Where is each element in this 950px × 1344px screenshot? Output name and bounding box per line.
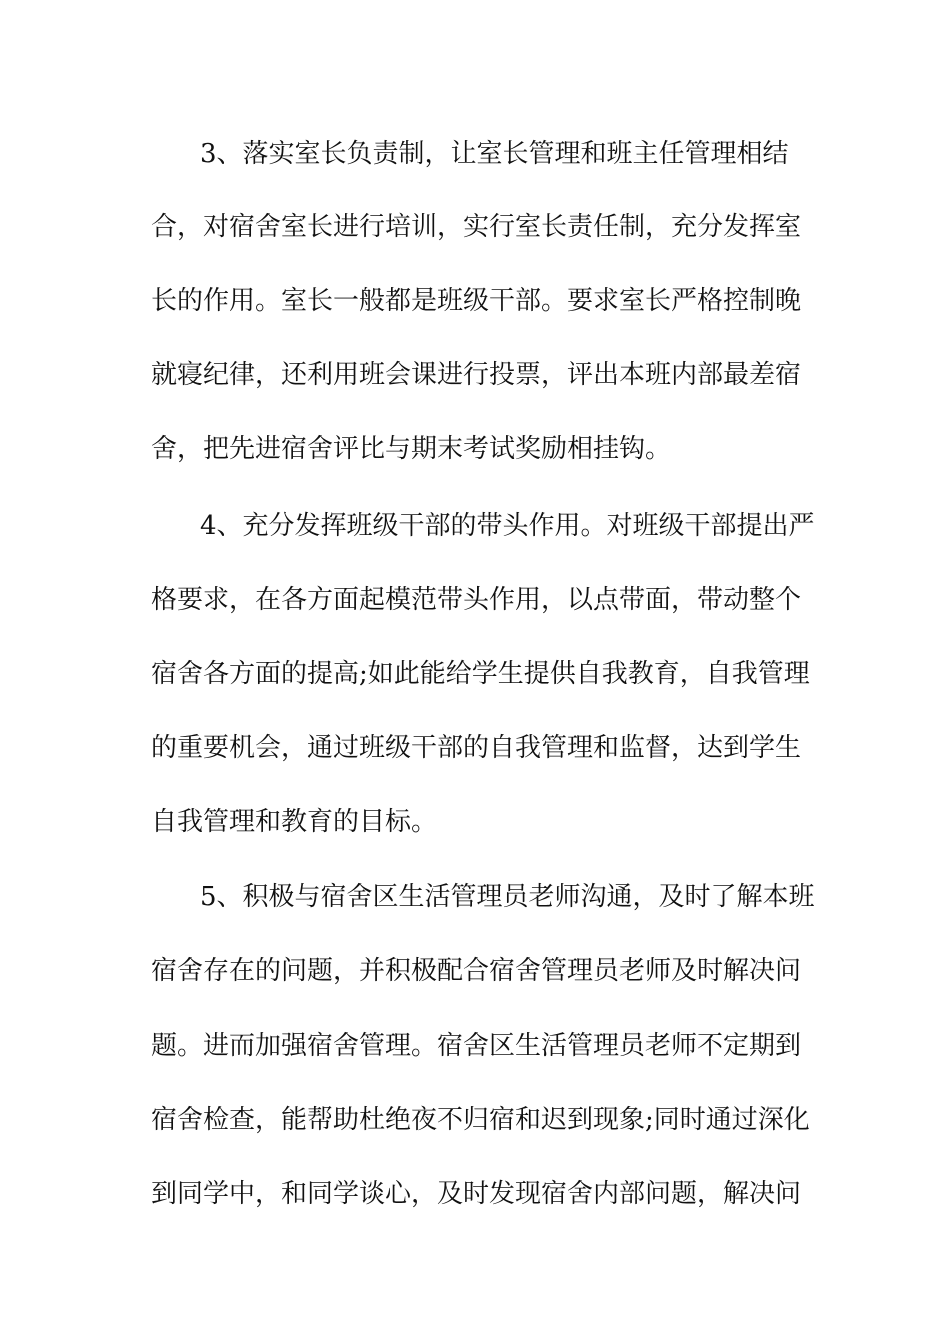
paragraph-line: 3、落实室长负责制，让室长管理和班主任管理相结 (200, 139, 789, 169)
paragraph-line: 自我管理和教育的目标。 (151, 807, 438, 837)
paragraph-line: 宿舍各方面的提高;如此能给学生提供自我教育，自我管理 (151, 659, 810, 689)
paragraph-line: 舍，把先进宿舍评比与期末考试奖励相挂钩。 (151, 434, 672, 464)
paragraph-line: 长的作用。室长一般都是班级干部。要求室长严格控制晚 (151, 286, 802, 316)
paragraph-line: 5、积极与宿舍区生活管理员老师沟通，及时了解本班 (200, 882, 815, 912)
paragraph-line: 合，对宿舍室长进行培训，实行室长责任制，充分发挥室 (151, 212, 802, 242)
paragraph-line: 题。进而加强宿舍管理。宿舍区生活管理员老师不定期到 (151, 1031, 802, 1061)
paragraph-line: 的重要机会，通过班级干部的自我管理和监督，达到学生 (151, 733, 802, 763)
paragraph-line: 宿舍检查，能帮助杜绝夜不归宿和迟到现象;同时通过深化 (151, 1105, 810, 1135)
paragraph-line: 宿舍存在的问题，并积极配合宿舍管理员老师及时解决问 (151, 956, 802, 986)
paragraph-line: 到同学中，和同学谈心，及时发现宿舍内部问题，解决问 (151, 1179, 802, 1209)
paragraph-line: 4、充分发挥班级干部的带头作用。对班级干部提出严 (200, 511, 815, 541)
paragraph-line: 就寝纪律，还利用班会课进行投票，评出本班内部最差宿 (151, 360, 802, 390)
paragraph-line: 格要求，在各方面起模范带头作用，以点带面，带动整个 (151, 585, 802, 615)
